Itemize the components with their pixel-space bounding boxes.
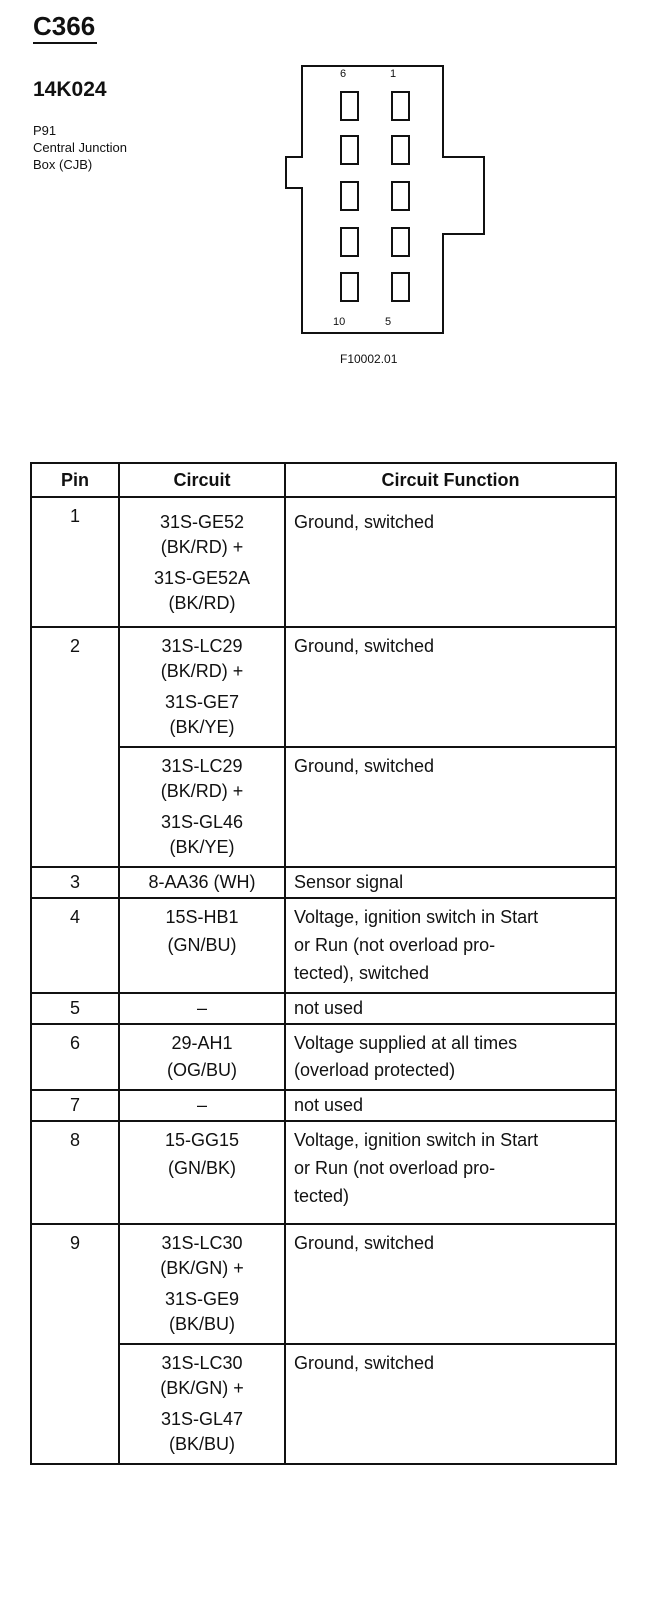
pin-cell: 7 xyxy=(31,1090,119,1121)
header-pin: Pin xyxy=(31,463,119,497)
function-line: Ground, switched xyxy=(294,636,435,656)
circuit-cell xyxy=(119,1121,285,1224)
circuit-line: (BK/RD) + xyxy=(160,661,244,681)
function-cell xyxy=(285,627,616,747)
table-row xyxy=(31,1121,616,1224)
circuit-cell xyxy=(119,1024,285,1090)
function-cell xyxy=(285,1121,616,1224)
circuit-line: 29-AH1 xyxy=(171,1033,233,1053)
function-cell xyxy=(285,1344,616,1464)
function-line: Voltage, ignition switch in Start xyxy=(294,1130,539,1150)
pin-cell: 6 xyxy=(31,1024,119,1090)
circuit-line: – xyxy=(196,1095,207,1115)
function-line: Ground, switched xyxy=(294,512,435,532)
table-row xyxy=(31,1024,616,1090)
function-line: not used xyxy=(294,1095,364,1115)
header-circuit-function: Circuit Function xyxy=(285,463,616,497)
function-line: Ground, switched xyxy=(294,1353,435,1373)
pin-label-bottom-left: 10 xyxy=(333,316,346,328)
table-row xyxy=(31,1090,616,1121)
function-line: (overload protected) xyxy=(294,1060,456,1080)
function-line: Ground, switched xyxy=(294,1233,435,1253)
function-cell xyxy=(285,1024,616,1090)
circuit-line: 31S-LC30 xyxy=(161,1353,243,1373)
pin-cell: 1 xyxy=(31,497,119,627)
pin-label-top-left: 6 xyxy=(340,68,347,80)
circuit-cell xyxy=(119,1344,285,1464)
table-row xyxy=(31,1344,616,1464)
circuit-line: (BK/BU) xyxy=(168,1314,235,1334)
circuit-line: (BK/RD) + xyxy=(160,781,244,801)
description-line: Box (CJB) xyxy=(33,157,93,172)
description-line: P91 xyxy=(33,123,57,138)
circuit-line: 15S-HB1 xyxy=(165,907,239,927)
circuit-line: 31S-GE52A xyxy=(153,568,251,588)
table-row xyxy=(31,747,616,867)
table-row xyxy=(31,898,616,993)
function-cell xyxy=(285,497,616,627)
circuit-line: (BK/GN) + xyxy=(160,1258,244,1278)
circuit-line: 31S-GL47 xyxy=(160,1409,244,1429)
pin-cell: 4 xyxy=(31,898,119,993)
connector-code: C366 xyxy=(33,10,97,44)
function-cell xyxy=(285,993,616,1024)
function-line: tected) xyxy=(294,1186,350,1206)
function-cell xyxy=(285,898,616,993)
circuit-line: (GN/BU) xyxy=(167,935,237,955)
circuit-line: (BK/GN) + xyxy=(160,1378,244,1398)
circuit-line: (BK/RD) + xyxy=(160,537,244,557)
function-cell xyxy=(285,747,616,867)
table-row xyxy=(31,993,616,1024)
circuit-cell xyxy=(119,627,285,747)
function-cell xyxy=(285,1224,616,1344)
pin-cell: 5 xyxy=(31,993,119,1024)
function-line: Sensor signal xyxy=(294,872,404,892)
pin-label-bottom-right: 5 xyxy=(385,316,392,328)
function-line: tected), switched xyxy=(294,963,430,983)
function-line: Voltage supplied at all times xyxy=(294,1033,518,1053)
pin-table xyxy=(30,462,617,1465)
function-cell xyxy=(285,867,616,898)
pin-cell: 2 xyxy=(31,627,119,867)
circuit-line: 31S-GL46 xyxy=(160,812,244,832)
circuit-line: 31S-GE7 xyxy=(164,692,240,712)
pin-cell: 3 xyxy=(31,867,119,898)
header-circuit: Circuit xyxy=(119,463,285,497)
pin-label-top-right: 1 xyxy=(390,68,397,80)
circuit-line: 31S-LC29 xyxy=(161,756,243,776)
table-row xyxy=(31,497,616,627)
table-row xyxy=(31,627,616,747)
circuit-line: 31S-LC30 xyxy=(161,1233,243,1253)
circuit-cell xyxy=(119,747,285,867)
circuit-line: 31S-LC29 xyxy=(161,636,243,656)
circuit-cell xyxy=(119,1090,285,1121)
circuit-line: – xyxy=(196,998,207,1018)
pin-cell: 8 xyxy=(31,1121,119,1224)
function-line: not used xyxy=(294,998,364,1018)
function-line: Ground, switched xyxy=(294,756,435,776)
circuit-cell xyxy=(119,1224,285,1344)
function-line: or Run (not overload pro- xyxy=(294,935,496,955)
circuit-cell xyxy=(119,497,285,627)
table-row xyxy=(31,1224,616,1344)
circuit-cell xyxy=(119,898,285,993)
figure-id: F10002.01 xyxy=(340,352,398,366)
circuit-line: (BK/YE) xyxy=(169,837,235,857)
part-number: 14K024 xyxy=(33,78,107,101)
function-line: Voltage, ignition switch in Start xyxy=(294,907,539,927)
table-header-row xyxy=(31,463,616,497)
table-row xyxy=(31,867,616,898)
function-cell xyxy=(285,1090,616,1121)
circuit-line: 31S-GE52 xyxy=(159,512,245,532)
circuit-line: (GN/BK) xyxy=(167,1158,236,1178)
circuit-line: 15-GG15 xyxy=(164,1130,240,1150)
circuit-line: (BK/YE) xyxy=(169,717,235,737)
pin-cell: 9 xyxy=(31,1224,119,1464)
circuit-line: (OG/BU) xyxy=(167,1060,237,1080)
circuit-line: (BK/RD) xyxy=(168,593,236,613)
circuit-line: (BK/BU) xyxy=(168,1434,235,1454)
circuit-line: 31S-GE9 xyxy=(164,1289,240,1309)
circuit-cell xyxy=(119,867,285,898)
circuit-line: 8-AA36 (WH) xyxy=(148,872,256,892)
circuit-cell xyxy=(119,993,285,1024)
function-line: or Run (not overload pro- xyxy=(294,1158,496,1178)
connector-face-diagram xyxy=(0,0,672,340)
description-line: Central Junction xyxy=(33,140,127,155)
